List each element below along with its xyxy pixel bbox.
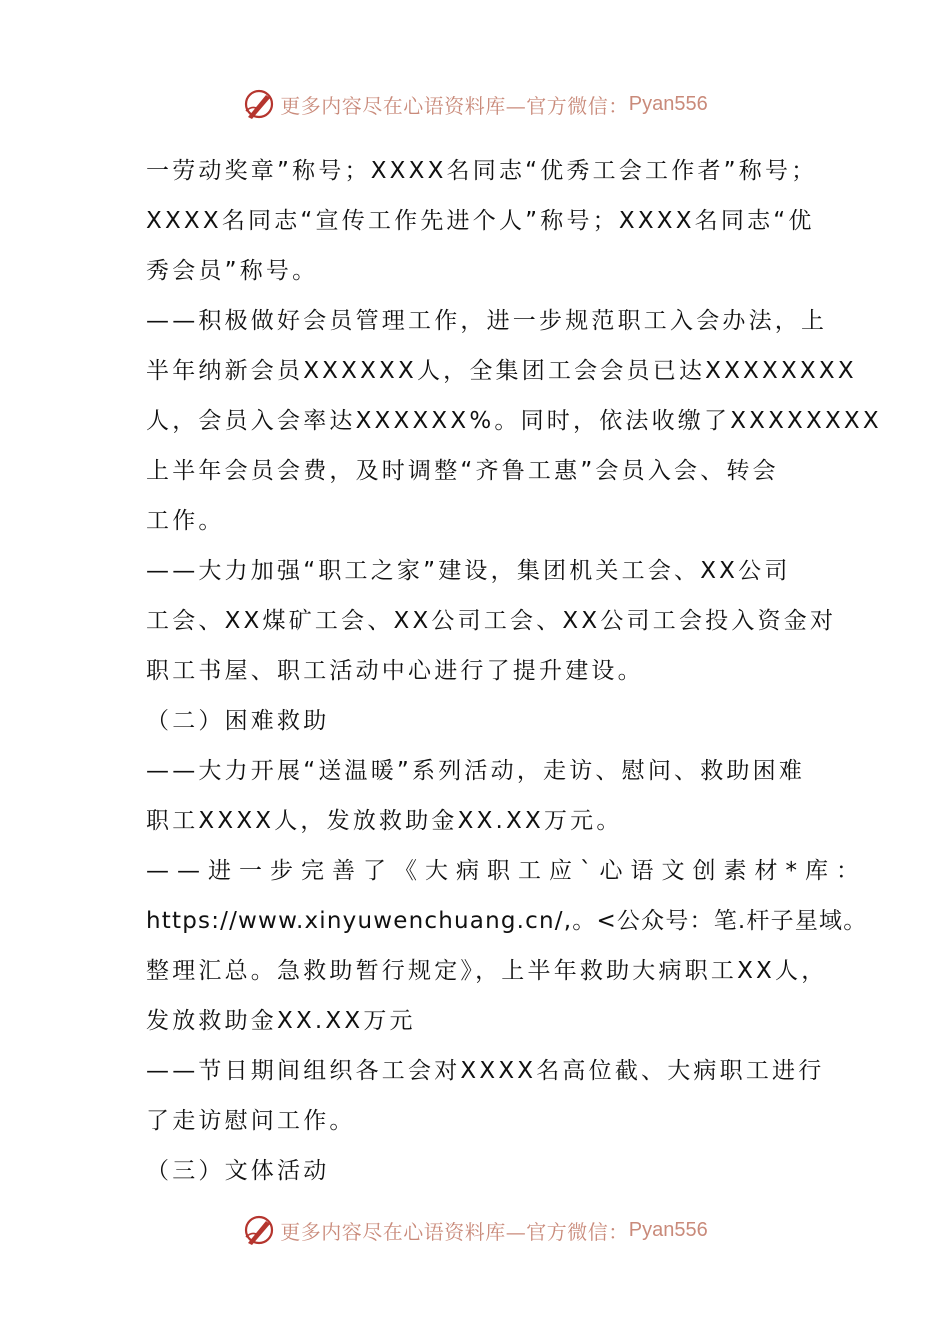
body-line: 发放救助金XX.XX万元 xyxy=(146,1008,416,1034)
body-line: 工作。 xyxy=(146,508,225,534)
body-line: 整理汇总。急救助暂行规定》，上半年救助大病职工XX人， xyxy=(146,958,828,984)
body-line: ——积极做好会员管理工作，进一步规范职工入会办法，上 xyxy=(146,308,828,334)
banner-wechat-id: Pyan556 xyxy=(628,1218,708,1241)
body-line-url: https://www.xinyuwenchuang.cn/,。<公众号：笔.杆子星域。 xyxy=(146,908,868,934)
watermark-banner-top xyxy=(0,84,950,124)
body-line: 职工书屋、职工活动中心进行了提升建设。 xyxy=(146,658,644,684)
pen-logo-icon xyxy=(242,1213,276,1247)
pen-logo-icon xyxy=(242,87,276,121)
banner-text: 更多内容尽在心语资料库—官方微信： xyxy=(280,1219,629,1244)
body-line: 人，会员入会率达XXXXXX%。同时，依法收缴了XXXXXXXX xyxy=(146,408,882,434)
banner-wechat-id: Pyan556 xyxy=(628,92,708,115)
banner-text: 更多内容尽在心语资料库—官方微信： xyxy=(280,93,629,118)
body-line: 秀会员”称号。 xyxy=(146,258,319,284)
section-heading: （二）困难救助 xyxy=(146,708,330,734)
section-heading: （三）文体活动 xyxy=(146,1158,330,1184)
document-body xyxy=(146,146,882,1196)
body-line: ——大力加强“职工之家”建设，集团机关工会、XX公司 xyxy=(146,558,791,584)
body-line: ——节日期间组织各工会对XXXX名高位截、大病职工进行 xyxy=(146,1058,825,1084)
body-line: 半年纳新会员XXXXXX人，全集团工会会员已达XXXXXXXX xyxy=(146,358,857,384)
body-line: XXXX名同志“宣传工作先进个人”称号；XXXX名同志“优 xyxy=(146,208,815,234)
body-line: 工会、XX煤矿工会、XX公司工会、XX公司工会投入资金对 xyxy=(146,608,837,634)
body-line: ——大力开展“送温暖”系列活动，走访、慰问、救助困难 xyxy=(146,758,806,784)
body-line: 职工XXXX人，发放救助金XX.XX万元。 xyxy=(146,808,623,834)
body-line: 了走访慰问工作。 xyxy=(146,1108,356,1134)
body-line: 一劳动奖章”称号；XXXX名同志“优秀工会工作者”称号； xyxy=(146,158,818,184)
watermark-banner-bottom xyxy=(0,1210,950,1250)
body-line: ——进一步完善了《大病职工应`心语文创素材*库： xyxy=(146,858,867,884)
body-line: 上半年会员会费，及时调整“齐鲁工惠”会员入会、转会 xyxy=(146,458,779,484)
